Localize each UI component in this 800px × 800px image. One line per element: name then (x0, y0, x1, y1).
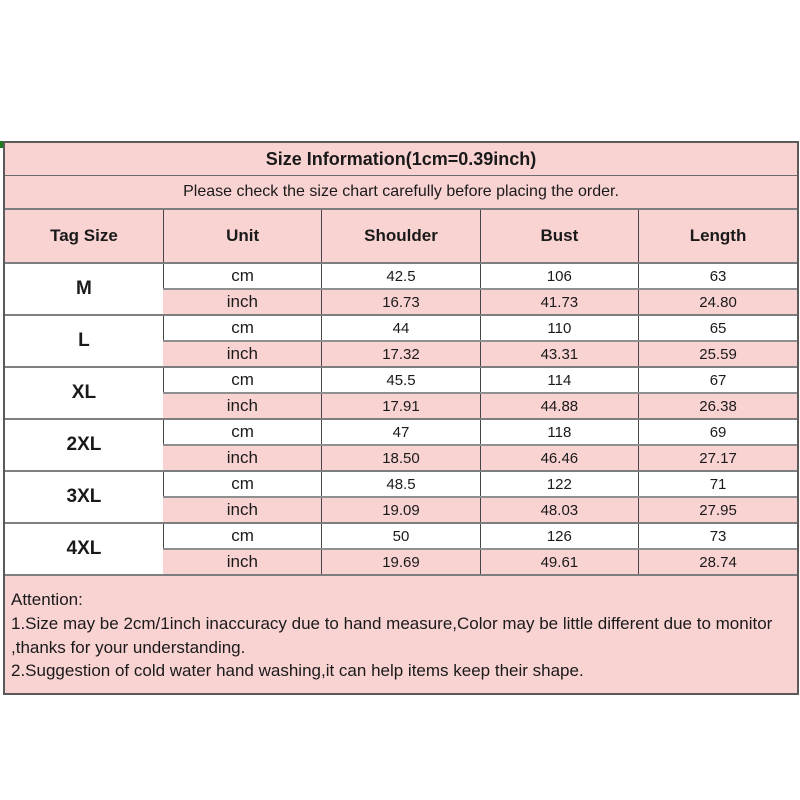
chart-subtitle: Please check the size chart carefully before placing the order. (5, 176, 797, 210)
column-header-unit: Unit (163, 209, 321, 263)
shoulder-value: 47 (322, 419, 480, 445)
tag-size-label: 3XL (5, 471, 163, 523)
unit-label: cm (163, 315, 321, 341)
length-value: 69 (639, 419, 797, 445)
table-title-row (5, 143, 797, 176)
shoulder-value: 17.32 (322, 341, 480, 367)
unit-label: inch (163, 341, 321, 367)
unit-label: inch (163, 549, 321, 574)
table-header-row (5, 209, 797, 263)
column-header-length: Length (639, 209, 797, 263)
bust-value: 118 (480, 419, 638, 445)
attention-heading: Attention: (11, 590, 83, 609)
bust-value: 43.31 (480, 341, 638, 367)
length-value: 71 (639, 471, 797, 497)
attention-line-1: 1.Size may be 2cm/1inch inaccuracy due to hand measure,Color may be little different due to monitor ,thanks for your understanding. (11, 613, 773, 657)
table-row (5, 263, 797, 289)
bust-value: 122 (480, 471, 638, 497)
unit-label: cm (163, 263, 321, 289)
length-value: 27.17 (639, 445, 797, 471)
shoulder-value: 50 (322, 523, 480, 549)
shoulder-value: 42.5 (322, 263, 480, 289)
chart-title: Size Information(1cm=0.39inch) (5, 143, 797, 176)
attention-line-2: 2.Suggestion of cold water hand washing,it can help items keep their shape. (11, 661, 584, 681)
bust-value: 110 (480, 315, 638, 341)
size-table (5, 143, 797, 574)
table-row (5, 523, 797, 549)
tag-size-label: M (5, 263, 163, 315)
length-value: 26.38 (639, 393, 797, 419)
length-value: 63 (639, 263, 797, 289)
shoulder-value: 19.69 (322, 549, 480, 574)
bust-value: 106 (480, 263, 638, 289)
length-value: 28.74 (639, 549, 797, 574)
column-header-tag-size: Tag Size (5, 209, 163, 263)
shoulder-value: 17.91 (322, 393, 480, 419)
length-value: 24.80 (639, 289, 797, 315)
attention-note (5, 574, 797, 693)
bust-value: 46.46 (480, 445, 638, 471)
length-value: 67 (639, 367, 797, 393)
length-value: 27.95 (639, 497, 797, 523)
unit-label: cm (163, 523, 321, 549)
bust-value: 41.73 (480, 289, 638, 315)
shoulder-value: 48.5 (322, 471, 480, 497)
shoulder-value: 16.73 (322, 289, 480, 315)
unit-label: inch (163, 497, 321, 523)
bust-value: 48.03 (480, 497, 638, 523)
size-chart (3, 141, 799, 695)
tag-size-label: XL (5, 367, 163, 419)
unit-label: cm (163, 419, 321, 445)
table-row (5, 419, 797, 445)
unit-label: cm (163, 367, 321, 393)
length-value: 65 (639, 315, 797, 341)
bust-value: 44.88 (480, 393, 638, 419)
table-row (5, 367, 797, 393)
bust-value: 114 (480, 367, 638, 393)
bust-value: 49.61 (480, 549, 638, 574)
unit-label: inch (163, 289, 321, 315)
shoulder-value: 44 (322, 315, 480, 341)
length-value: 73 (639, 523, 797, 549)
table-row (5, 315, 797, 341)
shoulder-value: 45.5 (322, 367, 480, 393)
column-header-bust: Bust (480, 209, 638, 263)
unit-label: cm (163, 471, 321, 497)
length-value: 25.59 (639, 341, 797, 367)
tag-size-label: 4XL (5, 523, 163, 574)
tag-size-label: L (5, 315, 163, 367)
unit-label: inch (163, 393, 321, 419)
shoulder-value: 18.50 (322, 445, 480, 471)
tag-size-label: 2XL (5, 419, 163, 471)
table-subtitle-row (5, 176, 797, 210)
bust-value: 126 (480, 523, 638, 549)
shoulder-value: 19.09 (322, 497, 480, 523)
table-row (5, 471, 797, 497)
unit-label: inch (163, 445, 321, 471)
column-header-shoulder: Shoulder (322, 209, 480, 263)
